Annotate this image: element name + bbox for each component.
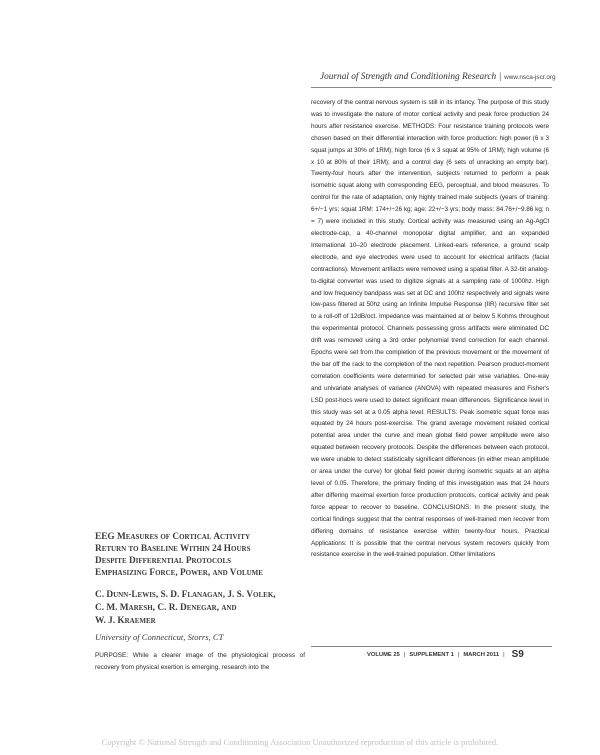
abstract-continuation: recovery of the central nervous system is still in its infancy. The purpose of this study was to investigate the nature of motor cortical activity and peak force production 24 hours after resistance exercise. METHODS: Four resistance training protocols were chosen based on their differential interaction with force production: high power (6 x 3 squat jumps at 30% of 1RM); high force (6 x 3 squat at 95% of 1RM); high volume (6 x 10 at 80% of their 1RM); and a control day (6 sets of unracking an empty bar). Twenty-four hours after the intervention, subjects returned to perform a peak isometric squat along with corresponding EEG, perceptual, and blood measures. To control for the rate of adaptation, only highly trained male subjects (years of training: 6+/−1 yrs; squat 1RM: 174+/−26 kg; age: 22+/−3 yrs; body mass: 84.76+/−9.86 kg; n = 7) were included in this study. Cortical activity was measured using an Ag-AgCl electrode-cap, a 40-channel monopolar digital amplifier, and an expanded International 10–20 electrode placement. Linked-ears reference, a ground scalp electrode, and eye electrodes were used to account for electrical artifacts (facial contractions). Movement artifacts were removed using a spatial filter. A 32-bit analog-to-digital converter was used to digitize signals at a sampling rate of 1000hz. High and low frequency bandpass was set at DC and 100hz respectively and signals were low-pass filtered at 50hz using an Infinite Impulse Response (IIR) recursive filter set to a roll-off of 12dB/oct. Impedance was maintained at or below 5 Kohms throughout the experimental protocol. Channels possessing gross artifacts were eliminated DC drift was removed using a 3rd order polynomial trend correction for each channel. Epochs were set from the completion of the previous movement or the movement of the bar off the rack to the completion of the next repetition. Pearson product-moment correlation coefficients were determined for selected pair wise variables. One-way and univariate analyses of variance (ANOVA) with repeated measures and Fisher's LSD post-hocs were used to detect significant mean differences. Significance level in this study was set at a 0.05 alpha level. RESULTS: Peak isometric squat force was equated by 24 hours post-exercise. The grand average movement related cortical potential area under the curve and mean global field power amplitude were also equated between recovery protocols. Despite the differences between each protocol, we were unable to detect statistically significant differences (in either mean amplitude or area under the curve) for global field power during isometric squats at an alpha level of 0.05. Therefore, the primary finding of this investigation was that 24 hours after differing maximal exertion force production protocols, cortical activity and peak force appear to recover to baseline. CONCLUSIONS: In the present study, the cortical findings suggest that the central responses of well-trained men recover from differing domains of resistance exercise within twenty-four hours. Practical Applications: It is possible that the central nervous system recovers quickly from resistance exercise in the well-trained population. Other limitations <box>311 99 549 559</box>
affiliation: University of Connecticut, Storrs, CT <box>95 632 224 642</box>
left-column <box>95 531 305 674</box>
footer-separator: | <box>457 652 460 658</box>
page-number: S9 <box>511 649 524 660</box>
title-line: Emphasizing Force, Power, and Volume <box>95 568 263 578</box>
title-line: Despite Differential Protocols <box>95 556 232 566</box>
page-footer <box>367 647 524 663</box>
author-line: C. M. Maresh, C. R. Denegar, and <box>95 603 237 613</box>
journal-title: Journal of Strength and Conditioning Research <box>320 72 497 82</box>
date-label: MARCH 2011 <box>463 652 500 658</box>
title-line: Return to Baseline Within 24 Hours <box>95 544 251 554</box>
author-line: W. J. Kraemer <box>95 616 156 626</box>
author-line: C. Dunn-Lewis, S. D. Flanagan, J. S. Volek, <box>95 590 276 600</box>
title-line: EEG Measures of Cortical Activity <box>95 532 251 542</box>
abstract-start: PURPOSE: While a clearer image of the physiological process of recovery from physical exertion is emerging, research into the <box>95 652 305 671</box>
footer-separator: | <box>503 652 505 658</box>
journal-url[interactable]: www.nsca-jscr.org <box>504 74 556 81</box>
copyright-notice: Copyright © National Strength and Conditioning Association Unauthorized reproduction of this article is prohibited. <box>101 737 499 747</box>
right-column <box>311 97 549 561</box>
header-rule <box>311 87 552 88</box>
footer-separator: | <box>403 652 406 658</box>
header-separator: | <box>499 72 502 82</box>
journal-header <box>320 72 556 86</box>
author-list <box>95 589 305 628</box>
article-title <box>95 531 305 579</box>
volume-label: VOLUME 25 <box>367 652 400 658</box>
supplement-label: SUPPLEMENT 1 <box>409 652 454 658</box>
